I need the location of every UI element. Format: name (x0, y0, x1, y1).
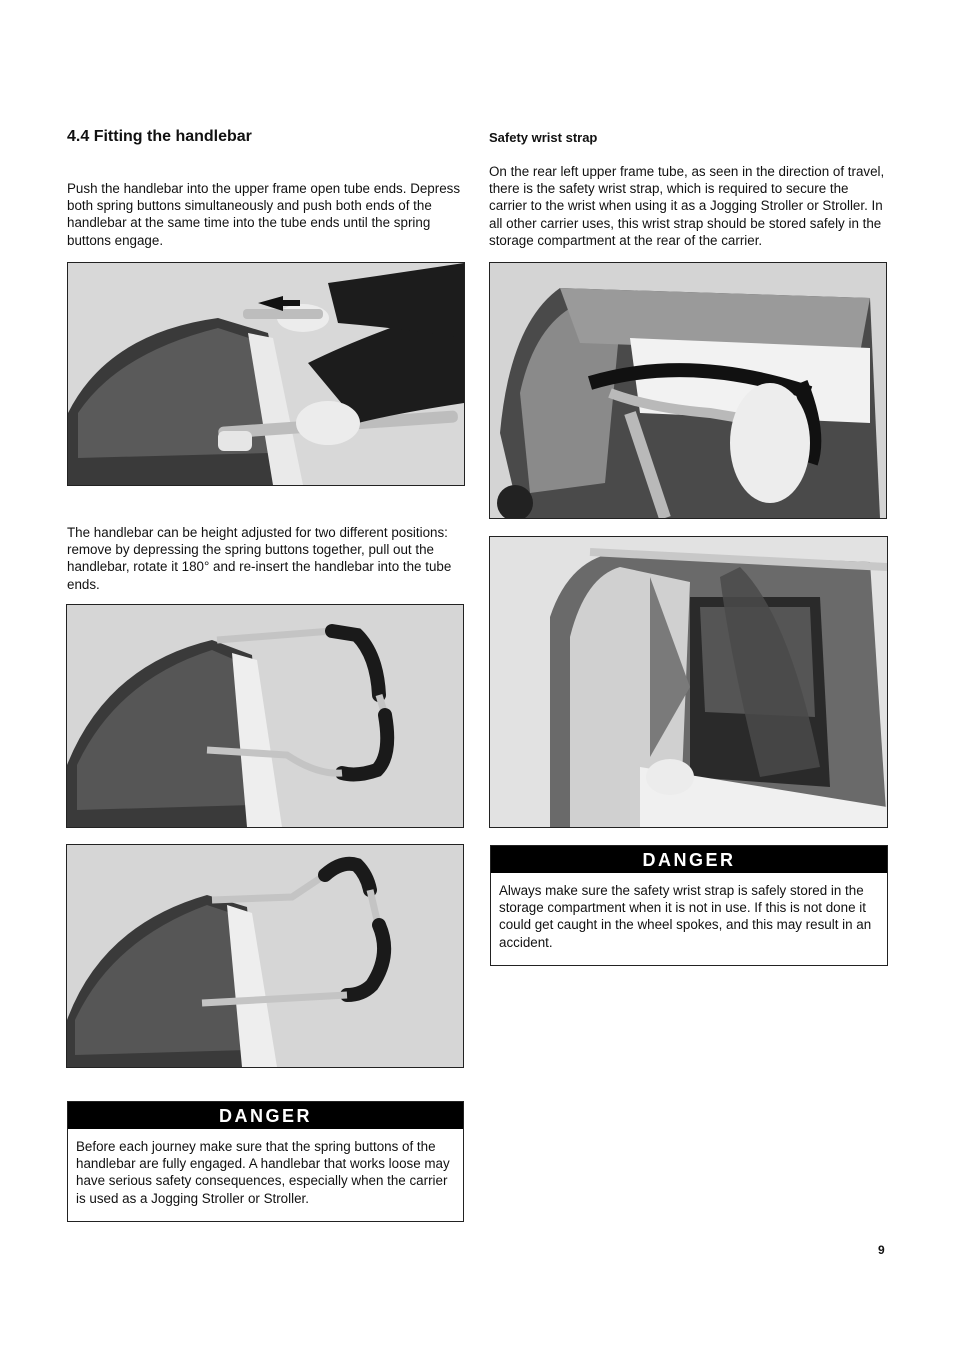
danger-box-handlebar (67, 1101, 464, 1222)
adjust-paragraph: The handlebar can be height adjusted for two different positions: remove by depressing the spring buttons together, pull out the handlebar, rotate it 180° and re-insert the handlebar into the tube ends. (67, 525, 452, 592)
photo-wrist-strap (489, 262, 887, 519)
photo-handlebar-position-1 (66, 604, 464, 828)
danger-title: DANGER (491, 846, 887, 873)
photo-handlebar-position-2 (66, 844, 464, 1068)
danger-text: Before each journey make sure that the spring buttons of the handlebar are fully engaged. A handlebar that works loose may have serious safety consequences, especially when the carrier is used as a Jogging Stroller or Stroller. (76, 1139, 450, 1206)
intro-paragraph: Push the handlebar into the upper frame open tube ends. Depress both spring buttons simultaneously and push both ends of the handlebar at the same time into the tube ends until the spring buttons engage. (67, 181, 461, 248)
photo-storage-compartment (489, 536, 888, 828)
subsection-heading: Safety wrist strap (489, 130, 598, 145)
wrist-strap-paragraph: On the rear left upper frame tube, as seen in the direction of travel, there is the safety wrist strap, which is required to secure the carrier to the wrist when using it as a Jogging Stroller or Stroller. In all other carrier uses, this wrist strap should be stored safely in the storage compartment at the rear of the carrier. (489, 164, 885, 248)
danger-title: DANGER (68, 1102, 463, 1129)
page-number: 9 (878, 1243, 885, 1257)
danger-text: Always make sure the safety wrist strap is safely stored in the storage compartment when it is not in use. If this is not done it could get caught in the wheel spokes, and this may result in an accident. (499, 883, 872, 950)
danger-box-wrist-strap (490, 845, 888, 966)
photo-insert-handlebar (67, 262, 465, 486)
section-heading: 4.4 Fitting the handlebar (67, 128, 252, 145)
